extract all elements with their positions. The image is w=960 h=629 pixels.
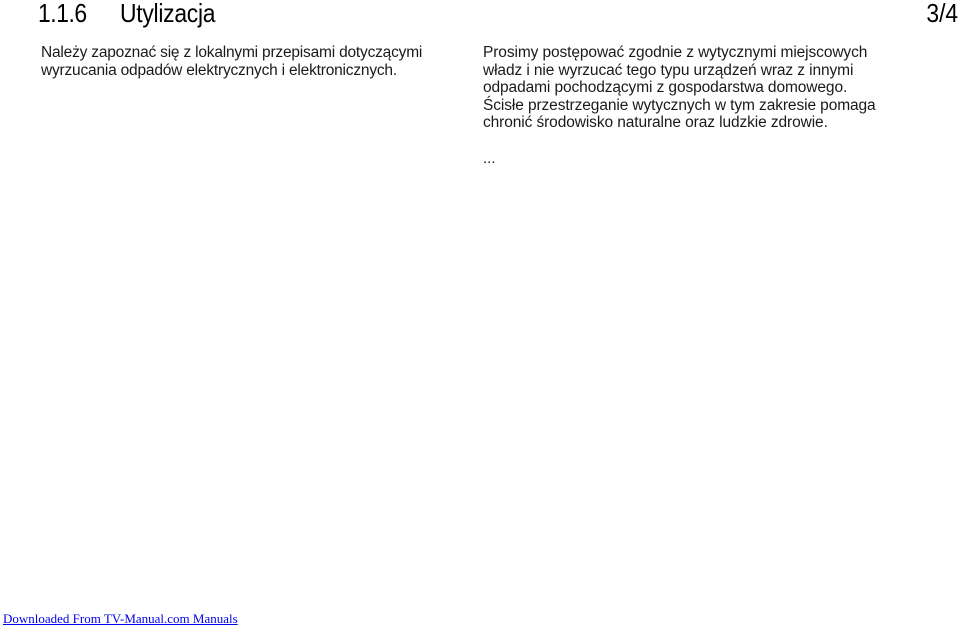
page-header <box>0 0 960 30</box>
left-paragraph: Należy zapoznać się z lokalnymi przepisami dotyczącymi wyrzucania odpadów elektrycznych i elektronicznych. <box>41 44 423 79</box>
footer-download-link[interactable]: Downloaded From TV-Manual.com Manuals <box>3 611 238 626</box>
left-column <box>41 44 461 80</box>
continuation-ellipsis: ... <box>483 150 496 167</box>
section-title: Utylizacja <box>120 0 216 28</box>
right-column <box>483 44 953 132</box>
section-number: 1.1.6 <box>38 0 87 28</box>
right-paragraph: Prosimy postępować zgodnie z wytycznymi miejscowych władz i nie wyrzucać tego typu urządzeń wraz z innymi odpadami pochodzącymi z gospodarstwa domowego. Ścisłe przestrzeganie wytycznych w tym zakresie pomaga chronić środowisko naturalne oraz ludzkie zdrowie. <box>483 44 876 132</box>
page-indicator: 3/4 <box>926 0 958 28</box>
